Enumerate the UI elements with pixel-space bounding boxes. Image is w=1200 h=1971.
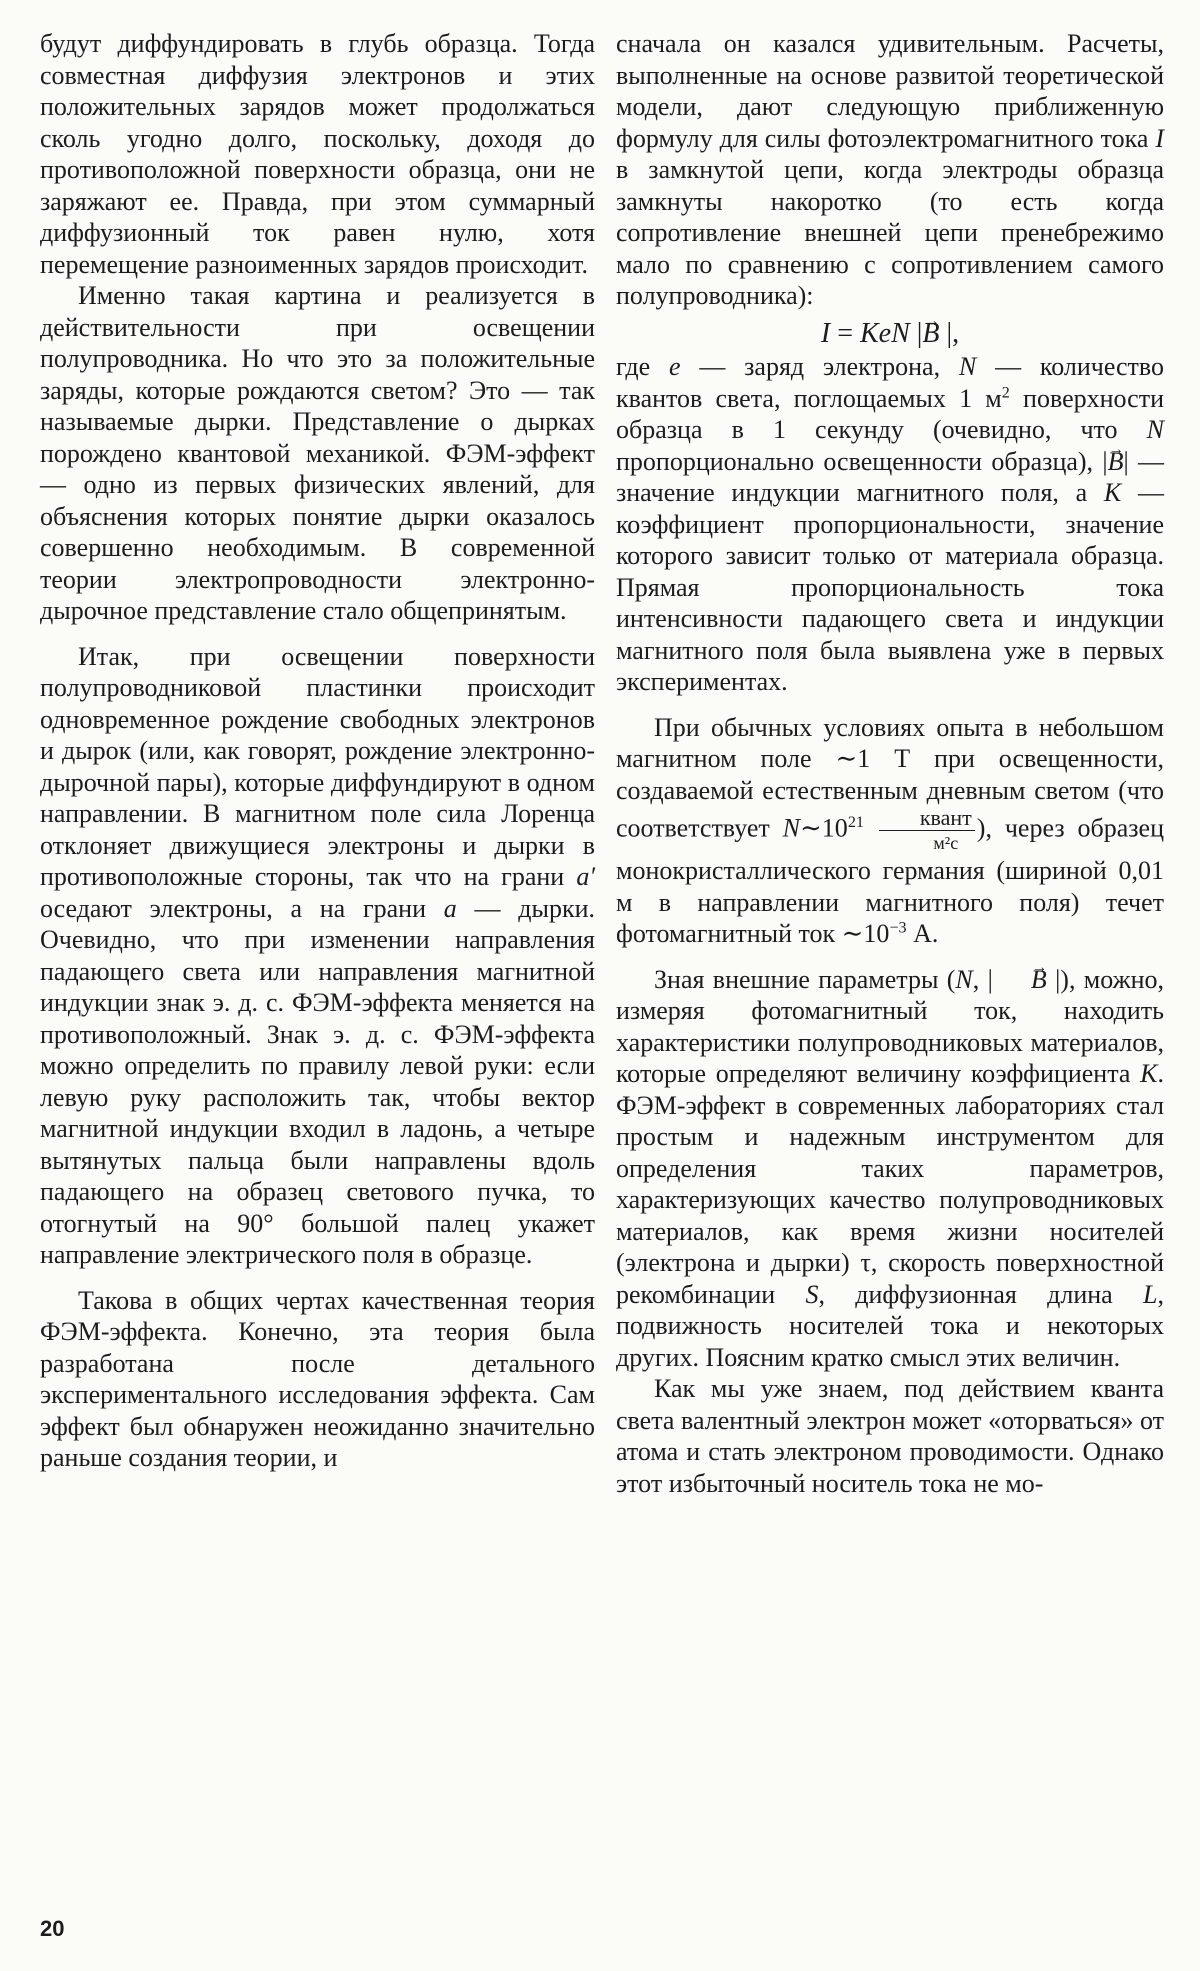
formula-vector-b: → B xyxy=(922,318,939,350)
text-run: — дырки. Очевидно, что при изменении направления падающего света или направления магнитной индукции знак э. д. с. ФЭМ-эффекта меняется на противоположный. Знак э. д. с. ФЭМ-эффекта можно определить по правилу левой руки: если левую руку расположить так, чтобы вектор магнитной индукции входил в ладонь, а четыре вытянутых пальца были направлены вдоль падающего на образец светового пучка, то отогнутый на 90° большой палец укажет направление электрического поля в образце. xyxy=(40,893,595,1269)
var-n: N xyxy=(1146,415,1164,444)
var-a-prime: a′ xyxy=(576,862,595,891)
formula-coef: KeN xyxy=(860,317,910,349)
text-run: , | xyxy=(972,964,993,994)
paragraph-formula-intro xyxy=(616,28,1164,312)
paragraph-lorentz xyxy=(40,641,595,1271)
var-a: a xyxy=(443,893,457,923)
text-run: в замкнутой цепи, когда электроды образца замкнуты накоротко (то есть когда сопротивление внешней цепи пренебрежимо мало по сравнению с сопротивлением самого полупроводника): xyxy=(616,155,1164,310)
right-column xyxy=(616,28,1164,1499)
text-run: оседают электроны, а на грани xyxy=(40,893,444,923)
var-k: K xyxy=(1103,478,1122,507)
var-n: N xyxy=(958,352,977,381)
var-n: N xyxy=(782,813,801,843)
text-run: ∼10 xyxy=(800,813,848,843)
var-i: I xyxy=(1155,123,1164,153)
formula-lhs: I xyxy=(820,317,831,349)
page-number: 20 xyxy=(40,1916,65,1941)
left-column xyxy=(40,28,595,1474)
var-l: L xyxy=(1143,1279,1158,1309)
paragraph-theory: Такова в общих чертах качественная теория ФЭМ-эффекта. Конечно, эта теория была разработана после детального экспериментального исследования эффекта. Сам эффект был обнаружен неожиданно значительно раньше создания теории, и xyxy=(40,1285,595,1472)
paragraph-quantum: Как мы уже знаем, под действием кванта света валентный электрон может «оторваться» от атома и стать электроном проводимости. Однако этот избыточный носитель тока не мо- xyxy=(616,1374,1164,1498)
text-run: |), можно, измеряя фотомагнитный ток, находить характеристики полупроводниковых материалов, которые определяют величину коэффициента xyxy=(616,964,1164,1088)
paragraph-parameters xyxy=(616,964,1164,1374)
fraction-quanta xyxy=(879,806,975,855)
var-e: e xyxy=(668,352,681,381)
formula-bar-close: |, xyxy=(939,317,960,349)
formula-bar-open: | xyxy=(909,317,923,349)
text-run: | — значение индукции магнитного поля, а xyxy=(616,446,1164,507)
text-run: сначала он казался удивительным. Расчеты, выполненные на основе развитой теоретической модели, дают следующую приближенную формулу для силы фотоэлектромагнитного тока xyxy=(616,29,1164,153)
text-run: — коэффициент пропорциональности, значение которого зависит только от материала образца. Прямая пропорциональность тока интенсивности падающего света и индукции магнитного поля была выявлена уже в первых экспериментах. xyxy=(616,478,1164,696)
paragraph-diffusion: будут диффундировать в глубь образца. Тогда совместная диффузия электронов и этих положительных зарядов может продолжаться сколь угодно долго, поскольку, доходя до противоположной поверхности образца, они не заряжают ее. Правда, при этом суммарный диффузионный ток равен нулю, хотя перемещение разноименных зарядов происходит. xyxy=(40,29,595,279)
text-run: поверхности образца в 1 секунду (очевидно, что xyxy=(616,383,1164,444)
formula-current xyxy=(616,318,1164,350)
exponent-minus-3: −3 xyxy=(889,919,907,937)
text-run: Итак, при освещении поверхности полупроводниковой пластинки происходит одновременное рождение свободных электронов и дырок (или, как говорят, рождение электронно-дырочной пары), которые диффундируют в одном направлении. В магнитном поле сила Лоренца отклоняет движущиеся электроны и дырки в противоположные стороны, так что на грани xyxy=(40,641,595,891)
paragraph-experiment xyxy=(616,712,1164,950)
text-run: ), через образец монокристаллического германия (шириной 0,01 м в направлении магнитного поля) течет фотомагнитный ток ∼10 xyxy=(616,813,1164,948)
text-run: Зная внешние параметры ( xyxy=(654,964,956,994)
var-n: N xyxy=(955,964,973,994)
text-run: , диффузионная длина xyxy=(818,1279,1144,1309)
formula-eq: = xyxy=(830,317,860,349)
var-s: S xyxy=(805,1279,819,1309)
text-run: А. xyxy=(906,919,939,948)
fraction-numerator: квант xyxy=(879,806,975,831)
text-run: . ФЭМ-эффект в современных лабораториях стал простым и надежным инструментом для определения таких параметров, характеризующих качество полупроводниковых материалов, как время жизни носителей (электрона и дырки) τ, скорость поверхностной рекомбинации xyxy=(616,1059,1164,1309)
vector-b: → B xyxy=(1108,446,1124,478)
exponent-21: 21 xyxy=(847,813,864,831)
text-run: При обычных условиях опыта в небольшом магнитном поле ∼1 Т при освещенности, создаваемой естественным дневным светом (что соответствует xyxy=(616,712,1164,843)
paragraph-definitions xyxy=(616,351,1164,698)
text-run: пропорционально освещенности образца), | xyxy=(616,446,1108,476)
text-run: , подвижность носителей тока и некоторых других. Поясним кратко смысл этих величин. xyxy=(616,1279,1164,1372)
text-run: где xyxy=(616,352,669,381)
superscript-2: 2 xyxy=(1001,383,1010,401)
text-run: — заряд электрона, xyxy=(680,352,959,381)
paragraph-holes: Именно такая картина и реализуется в действительности при освещении полупроводника. Но что это за положительные заряды, которые рождаются светом? Это — так называемые дырки. Представление о дырках порождено квантовой механикой. ФЭМ-эффект — одно из первых физических явлений, для объяснения которых понятие дырки оказалось совершенно необходимым. В современной теории электропроводности электронно-дырочное представление стало общепринятым. xyxy=(40,281,595,625)
vector-b: → B xyxy=(993,964,1047,996)
text-run: — количество квантов света, поглощаемых 1 м xyxy=(616,352,1165,413)
fraction-denominator: м²с xyxy=(933,833,959,853)
var-k: K xyxy=(1140,1059,1158,1088)
